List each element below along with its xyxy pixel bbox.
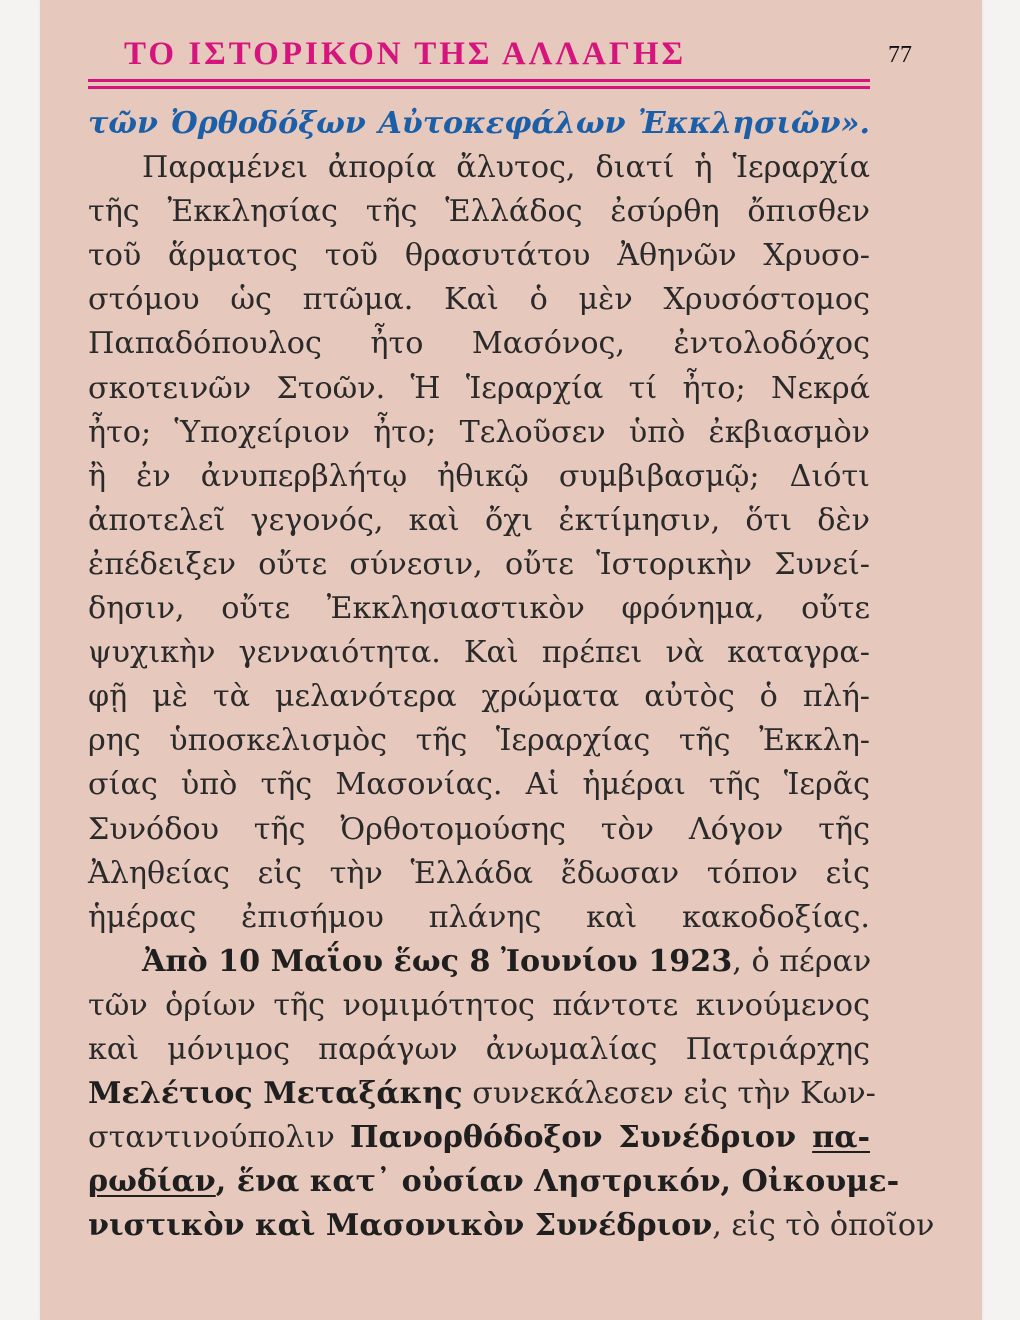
date-range-text: Ἀπὸ 10 Μαΐου ἕως 8 Ἰουνίου 1923 — [142, 943, 733, 979]
text-line: στόμου ὡς πτῶμα. Καὶ ὁ μὲν Χρυσόστομος — [88, 282, 870, 318]
paragraph-start-line — [88, 940, 870, 984]
text-line: τοῦ ἅρματος τοῦ θρασυτάτου Ἀθηνῶν Χρυσο- — [88, 238, 870, 274]
text-line: Συνόδου τῆς Ὀρθοτομούσης τὸν Λόγον τῆς — [88, 811, 870, 847]
text-line: τῆς Ἐκκλησίας τῆς Ἑλλάδος ἐσύρθη ὄπισθεν — [88, 194, 870, 230]
council-name: Πανορθόδοξον Συνέδριον — [350, 1120, 813, 1156]
text-line: σίας ὑπὸ τῆς Μασονίας. Αἱ ἡμέραι τῆς Ἱερᾶς — [88, 767, 870, 803]
text-line: Παπαδόπουλος ἦτο Μασόνος, ἐντολοδόχος — [88, 326, 870, 362]
text-line: ἀποτελεῖ γεγονός, καὶ ὄχι ἐκτίμησιν, ὅτι δὲν — [88, 502, 870, 538]
running-header — [88, 36, 910, 82]
header-rule-top — [88, 79, 870, 82]
page-number: 77 — [888, 42, 912, 68]
text-line: ρης ὑποσκελισμὸς τῆς Ἱεραρχίας τῆς Ἐκκλη- — [88, 723, 870, 759]
text-line: τῶν ὁρίων τῆς νομιμότητος πάντοτε κινούμενος — [88, 987, 870, 1023]
text-line — [88, 1204, 935, 1248]
text-line: ἢ ἐν ἀνυπερβλήτῳ ἠθικῷ συμβιβασμῷ; Διότι — [88, 458, 870, 494]
paragraph-start-line: Παραμένει ἀπορία ἄλυτος, διατί ἡ Ἱεραρχία — [142, 150, 870, 186]
header-rule-bottom — [88, 86, 870, 89]
text-line: ψυχικὴν γενναιότητα. Καὶ πρέπει νὰ καταγρα- — [88, 635, 870, 671]
body-text — [88, 102, 935, 1248]
text-line: τῶν Ὀρθοδόξων Αὐτοκεφάλων Ἐκκλησιῶν». — [88, 106, 870, 141]
text-line: ἡμέρας ἐπισήμου πλάνης καὶ κακοδοξίας. — [88, 899, 870, 935]
text-line: ἐπέδειξεν οὔτε σύνεσιν, οὔτε Ἱστορικὴν Συνεί- — [88, 546, 870, 582]
bold-text-run: νιστικὸν καὶ Μασονικὸν Συνέδριον — [88, 1208, 713, 1244]
text-line: φῇ μὲ τὰ μελανότερα χρώματα αὐτὸς ὁ πλή- — [88, 679, 870, 715]
person-name: Μελέτιος Μεταξάκης — [88, 1076, 463, 1112]
text-line — [88, 1160, 900, 1204]
text-run: , ὁ πέραν — [732, 943, 872, 979]
running-title: ΤΟ ΙΣΤΟΡΙΚΟΝ ΤΗΣ ΑΛΛΑΓΗΣ — [124, 36, 687, 72]
text-line — [88, 1116, 870, 1160]
text-run: σταντινούπολιν — [88, 1120, 351, 1156]
bold-text-run: , ἕνα κατ᾽ οὐσίαν Ληστρικόν, Οἰκουμε- — [215, 1164, 900, 1200]
text-run: , εἰς τὸ ὁποῖον — [712, 1208, 935, 1244]
underlined-word: πα- — [812, 1120, 871, 1156]
text-run: συνεκάλεσεν εἰς τὴν Κων- — [462, 1076, 876, 1112]
text-line: ἦτο; Ὑποχείριον ἦτο; Τελοῦσεν ὑπὸ ἐκβιασμὸν — [88, 414, 870, 450]
text-line: καὶ μόνιμος παράγων ἀνωμαλίας Πατριάρχης — [88, 1031, 870, 1067]
text-line — [88, 1072, 876, 1116]
text-line: σκοτεινῶν Στοῶν. Ἡ Ἱεραρχία τί ἦτο; Νεκρά — [88, 370, 870, 406]
text-line: Ἀληθείας εἰς τὴν Ἑλλάδα ἔδωσαν τόπον εἰς — [88, 855, 870, 891]
underlined-word: ρωδίαν — [88, 1164, 216, 1200]
text-line: δησιν, οὔτε Ἐκκλησιαστικὸν φρόνημα, οὔτε — [88, 591, 870, 627]
